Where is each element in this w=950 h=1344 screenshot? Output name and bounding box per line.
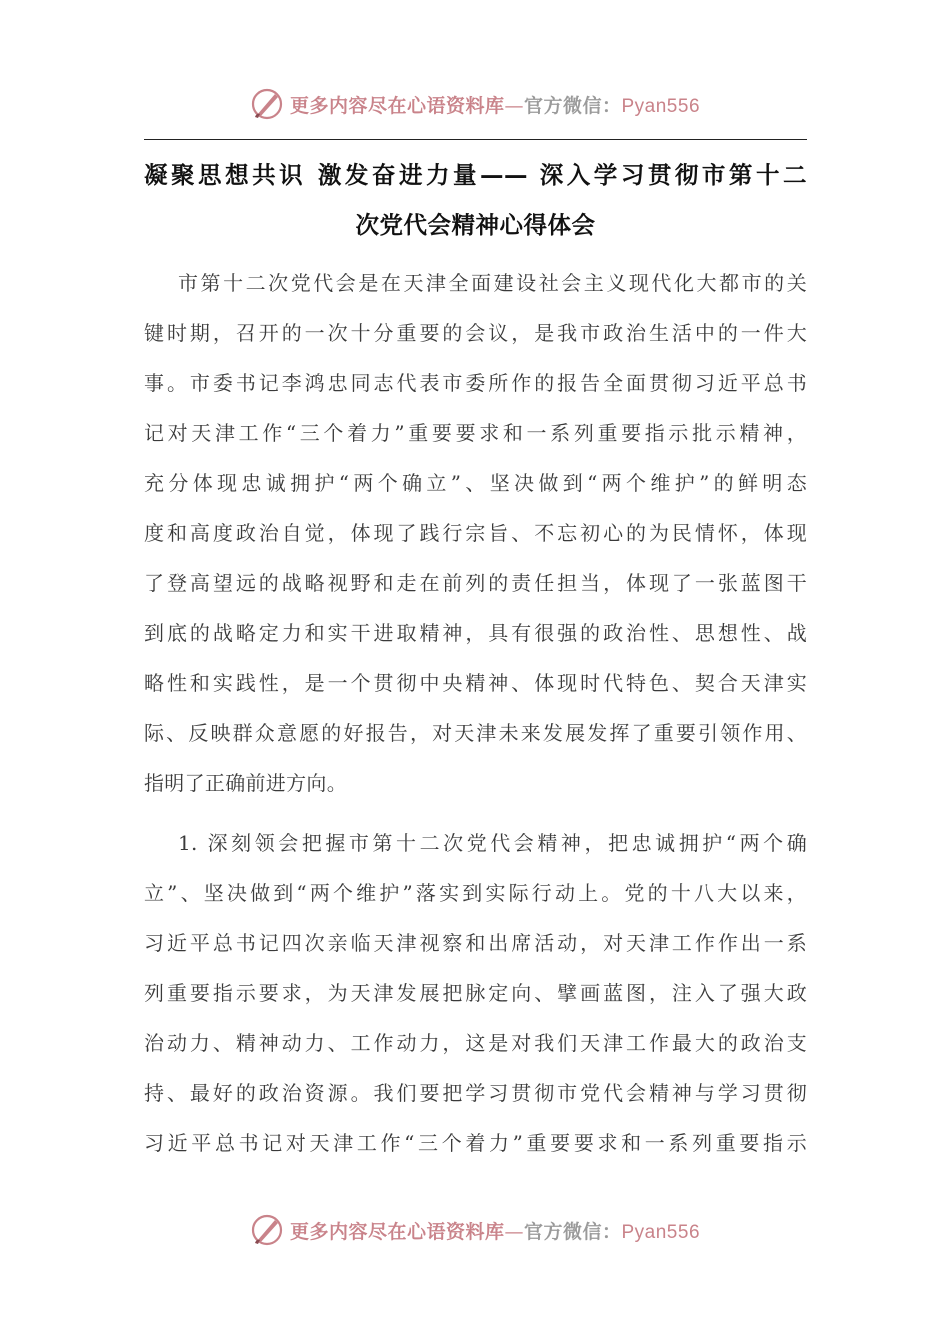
banner-wx-id: Pyan556 — [621, 1221, 701, 1243]
paragraph-line: 际、反映群众意愿的好报告，对天津未来发展发挥了重要引领作用、 — [144, 721, 807, 745]
footer-banner — [0, 1210, 950, 1250]
brush-logo-icon — [250, 1213, 284, 1247]
banner-text — [290, 1217, 700, 1244]
paragraph-line: 习近平总书记对天津工作“三个着力”重要要求和一系列重要指示 — [144, 1131, 807, 1155]
paragraph-line: 到底的战略定力和实干进取精神，具有很强的政治性、思想性、战 — [144, 621, 807, 645]
banner-lead: 更多内容尽在心语资料库 — [289, 94, 505, 117]
banner-lead: 更多内容尽在心语资料库 — [289, 1220, 505, 1243]
paragraph-line: 习近平总书记四次亲临天津视察和出席活动，对天津工作作出一系 — [144, 931, 807, 955]
paragraph-line: 治动力、精神动力、工作动力，这是对我们天津工作最大的政治支 — [144, 1031, 807, 1055]
header-banner — [0, 84, 950, 124]
banner-dash: — — [504, 94, 524, 117]
banner-wx-id: Pyan556 — [621, 95, 701, 117]
brush-logo-icon — [250, 87, 284, 121]
paragraph-line: 立”、坚决做到“两个维护”落实到实际行动上。党的十八大以来， — [144, 881, 807, 905]
paragraph-line: 列重要指示要求，为天津发展把脉定向、擘画蓝图，注入了强大政 — [144, 981, 807, 1005]
paragraph-line: 略性和实践性，是一个贯彻中央精神、体现时代特色、契合天津实 — [144, 671, 807, 695]
paragraph-line: 键时期，召开的一次十分重要的会议，是我市政治生活中的一件大 — [144, 321, 807, 345]
paragraph-line: 了登高望远的战略视野和走在前列的责任担当，体现了一张蓝图干 — [144, 571, 807, 595]
banner-wx-label: 官方微信： — [523, 94, 622, 117]
banner-dash: — — [504, 1220, 524, 1243]
paragraph-section-1 — [144, 818, 807, 1168]
paragraph-line: 市第十二次党代会是在天津全面建设社会主义现代化大都市的关 — [178, 271, 807, 295]
banner-text — [290, 91, 700, 118]
title-line-2: 次党代会精神心得体会 — [355, 211, 596, 239]
paragraph-line: 1. 深刻领会把握市第十二次党代会精神，把忠诚拥护“两个确 — [178, 831, 807, 855]
paragraph-intro — [144, 258, 807, 808]
paragraph-line: 记对天津工作“三个着力”重要要求和一系列重要指示批示精神， — [144, 421, 807, 445]
title-line-1: 凝聚思想共识 激发奋进力量—— 深入学习贯彻市第十二 — [144, 161, 807, 189]
paragraph-line: 充分体现忠诚拥护“两个确立”、坚决做到“两个维护”的鲜明态 — [144, 471, 807, 495]
paragraph-line: 指明了正确前进方向。 — [144, 771, 347, 795]
paragraph-line: 度和高度政治自觉，体现了践行宗旨、不忘初心的为民情怀，体现 — [144, 521, 807, 545]
banner-wx-label: 官方微信： — [523, 1220, 622, 1243]
header-divider — [144, 139, 807, 140]
document-title — [144, 150, 807, 250]
paragraph-line: 持、最好的政治资源。我们要把学习贯彻市党代会精神与学习贯彻 — [144, 1081, 807, 1105]
paragraph-line: 事。市委书记李鸿忠同志代表市委所作的报告全面贯彻习近平总书 — [144, 371, 807, 395]
